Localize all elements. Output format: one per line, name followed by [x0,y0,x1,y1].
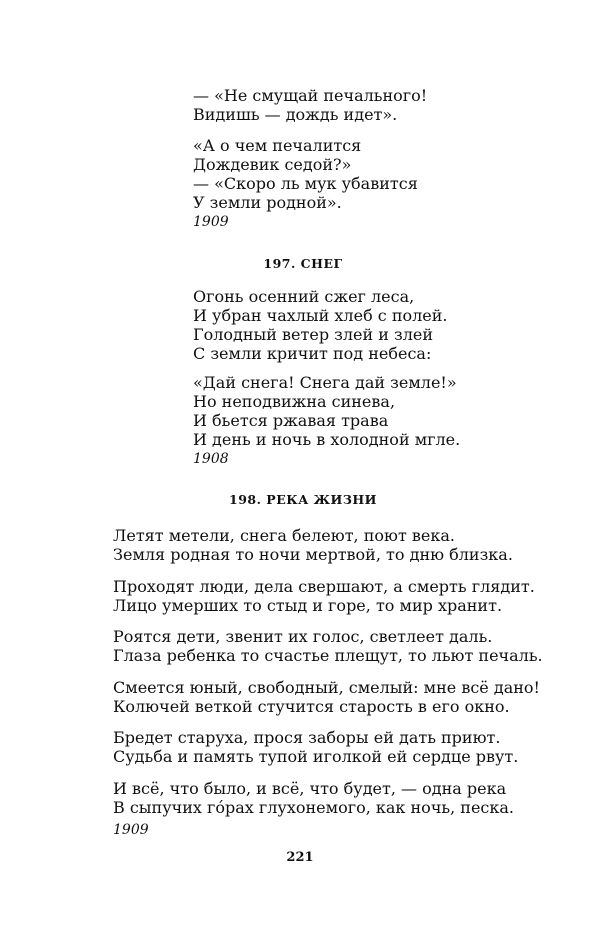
verse-line: Дождевик седой?» [193,155,352,174]
verse-line: И бьется ржавая трава [193,411,389,430]
poem197-date: 1908 [193,451,229,467]
verse-line: Глаза ребенка то счастье плещут, то льют печаль. [113,646,543,665]
poem198-stanza-5 [113,728,518,766]
verse-line: Бредет старуха, прося заборы ей дать приют. [113,728,501,747]
verse-line: И день и ночь в холодной мгле. [193,430,461,449]
verse-line: В сыпучих гóрах глухонемого, как ночь, песка. [113,798,514,817]
poem198-title: 198. РЕКА ЖИЗНИ [229,492,377,507]
verse-line: — «Скоро ль мук убавится [193,174,418,193]
poem198-stanza-4 [113,678,540,716]
poem198-stanza-1 [113,526,513,564]
verse-line: Но неподвижна синева, [193,392,396,411]
verse-line: — «Не смущай печального! [193,86,428,105]
verse-line: «Дай снега! Снега дай земле!» [193,373,457,392]
verse-line: Огонь осенний сжег леса, [193,287,415,306]
verse-line: Голодный ветер злей и злей [193,325,434,344]
verse-line: И всё, что было, и всё, что будет, — одна река [113,779,507,798]
poem196-stanza-2 [193,136,418,212]
poem198-stanza-6 [113,779,514,817]
verse-line: Судьба и память тупой иголкой ей сердце рвут. [113,747,519,766]
verse-line: Роятся дети, звенит их голос, светлеет даль. [113,627,493,646]
poem198-stanza-3 [113,627,543,665]
poem196-stanza-1 [193,86,427,124]
verse-line: И убран чахлый хлеб с полей. [193,306,448,325]
verse-line: Земля родная то ночи мертвой, то дню близка. [113,545,513,564]
verse-line: С земли кричит под небеса: [193,344,432,363]
poem197-title: 197. СНЕГ [263,256,343,271]
verse-line: Видишь — дождь идет». [193,105,398,124]
poem197-stanza-1 [193,287,448,363]
verse-line: Летят метели, снега белеют, поют века. [113,526,455,545]
poem197-stanza-2 [193,373,460,449]
verse-line: У земли родной». [193,193,342,212]
verse-line: «А о чем печалится [193,136,362,155]
poem196-date: 1909 [193,214,229,230]
verse-line: Колючей веткой стучится старость в его окно. [113,697,510,716]
verse-line: Проходят люди, дела свершают, а смерть глядит. [113,577,535,596]
verse-line: Лицо умерших то стыд и горе, то мир хранит. [113,596,503,615]
poem198-date: 1909 [113,822,149,838]
poem198-stanza-2 [113,577,535,615]
verse-line: Смеется юный, свободный, смелый: мне всё дано! [113,678,540,697]
page-number: 221 [286,850,314,865]
